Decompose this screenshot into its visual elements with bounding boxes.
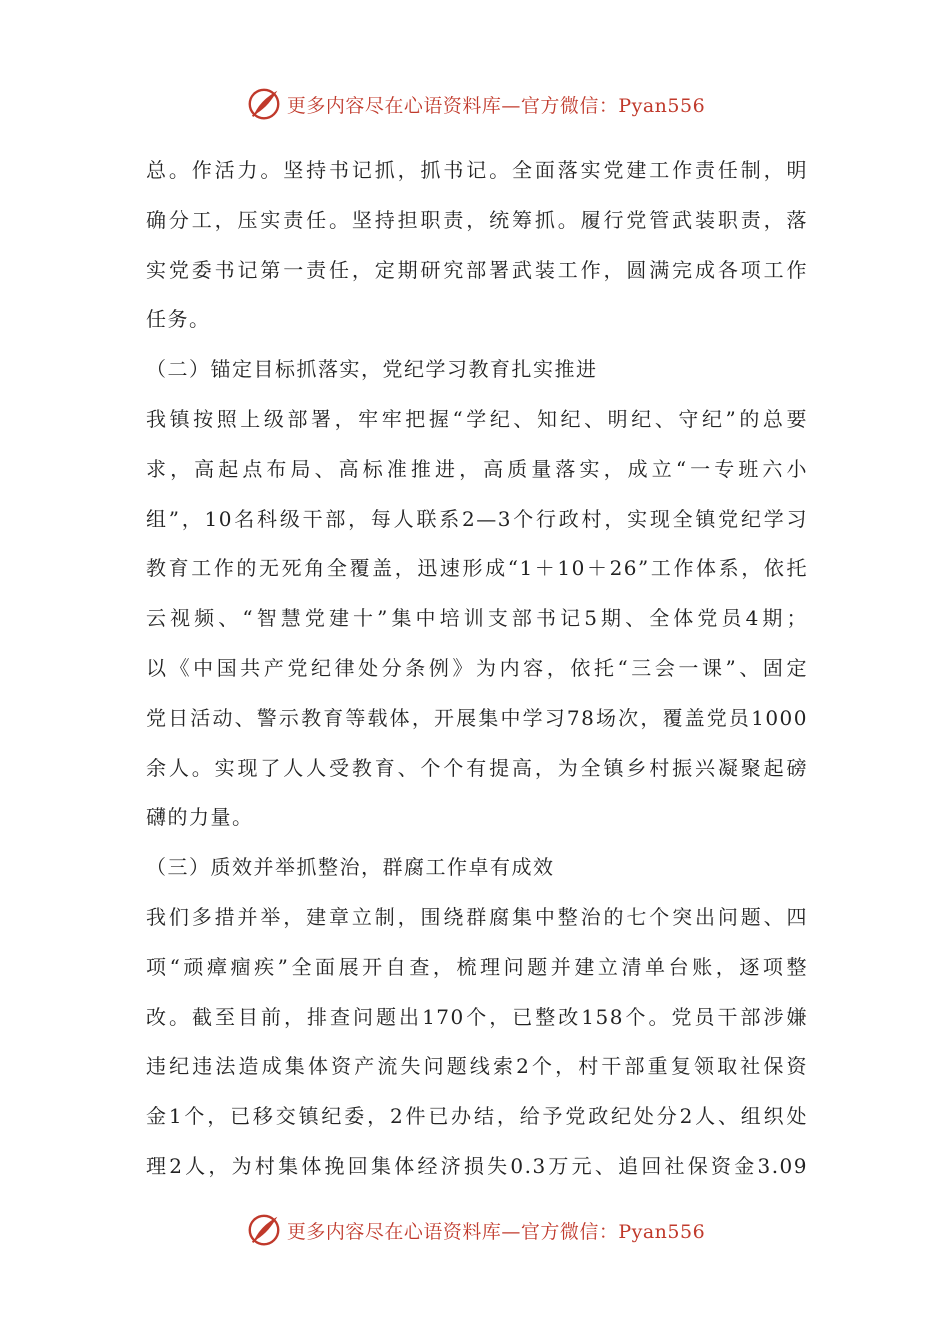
- text-line: 礴的力量。: [146, 805, 254, 830]
- text-line: 任务。: [146, 307, 211, 332]
- text-line: 金1个，已移交镇纪委，2件已办结，给予党政纪处分2人、组织处: [146, 1104, 808, 1129]
- section-heading: （二）锚定目标抓落实，党纪学习教育扎实推进: [146, 357, 598, 382]
- text-line: 我镇按照上级部署，牢牢把握“学纪、知纪、明纪、守纪”的总要: [146, 406, 808, 431]
- text-line: 实党委书记第一责任，定期研究部署武装工作，圆满完成各项工作: [146, 257, 808, 282]
- quill-pen-logo-icon: [245, 85, 283, 123]
- text-line: 党日活动、警示教育等载体，开展集中学习78场次，覆盖党员1000: [146, 705, 808, 730]
- text-line: 违纪违法造成集体资产流失问题线索2个，村干部重复领取社保资: [146, 1054, 808, 1079]
- header-watermark-banner: [0, 84, 950, 124]
- text-line: 总。作活力。坚持书记抓，抓书记。全面落实党建工作责任制，明: [146, 158, 808, 182]
- text-line: 确分工，压实责任。坚持担职责，统筹抓。履行党管武装职责，落: [146, 207, 808, 232]
- document-body: [146, 146, 808, 1192]
- quill-pen-logo-icon: [245, 1211, 283, 1249]
- text-line: 我们多措并举，建章立制，围绕群腐集中整治的七个突出问题、四: [146, 904, 808, 929]
- text-line: 余人。实现了人人受教育、个个有提高，为全镇乡村振兴凝聚起磅: [146, 755, 808, 780]
- footer-watermark-banner: [0, 1210, 950, 1250]
- text-line: 求，高起点布局、高标准推进，高质量落实，成立“一专班六小: [146, 456, 808, 481]
- text-line: 组”，10名科级干部，每人联系2—3个行政村，实现全镇党纪学习: [146, 506, 808, 531]
- text-line: 教育工作的无死角全覆盖，迅速形成“1＋10＋26”工作体系，依托: [146, 556, 808, 581]
- banner-text: 更多内容尽在心语资料库—官方微信：Pyan556: [286, 94, 706, 117]
- text-line: 改。截至目前，排查问题出170个，已整改158个。党员干部涉嫌: [146, 1004, 808, 1029]
- banner-text: 更多内容尽在心语资料库—官方微信：Pyan556: [286, 1220, 706, 1243]
- text-line: 云视频、“智慧党建十”集中培训支部书记5期、全体党员4期；: [146, 606, 808, 631]
- text-line: 理2人，为村集体挽回集体经济损失0.3万元、追回社保资金3.09: [146, 1153, 808, 1178]
- section-heading: （三）质效并举抓整治，群腐工作卓有成效: [146, 855, 555, 880]
- text-line: 以《中国共产党纪律处分条例》为内容，依托“三会一课”、固定: [146, 655, 808, 680]
- text-line: 项“顽瘴痼疾”全面展开自查，梳理问题并建立清单台账，逐项整: [146, 954, 808, 979]
